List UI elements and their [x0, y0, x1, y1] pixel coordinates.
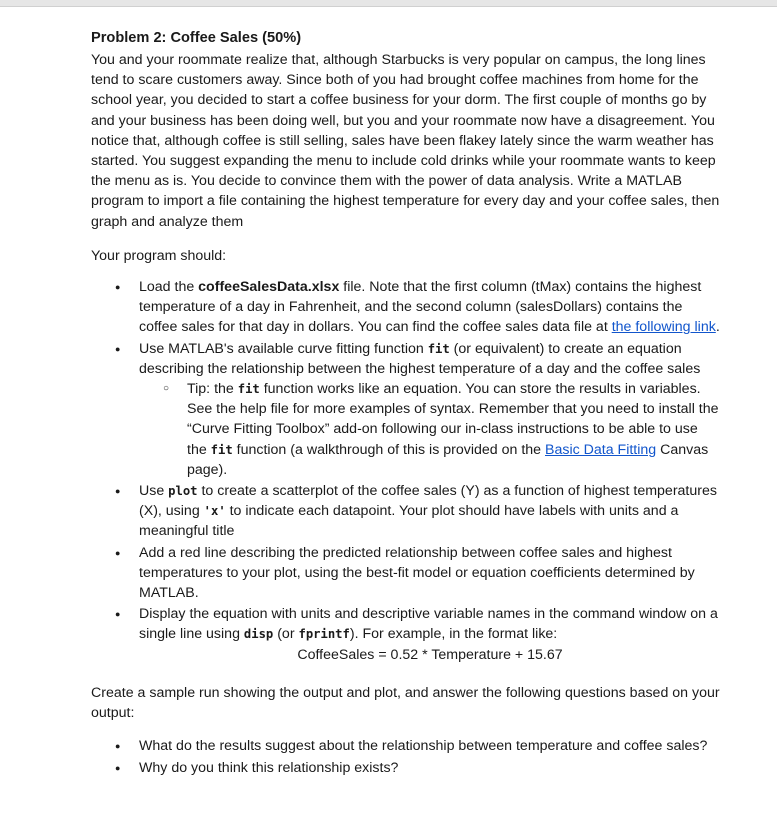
question-item: ● What do the results suggest about the relationship between temperature and coffee sales?: [91, 736, 721, 756]
sample-run-instructions: Create a sample run showing the output and plot, and answer the following questions based on your output:: [91, 684, 720, 722]
document-body: [91, 28, 721, 778]
question-item: ● Why do you think this relationship exists?: [91, 758, 721, 778]
list-item-red-line: ● Add a red line describing the predicted relationship between coffee sales and highest temperatures to your plot, using the best-fit model or equation coefficients determined by MATLAB.: [91, 543, 721, 604]
list-item-scatterplot: ● Use plot to create a scatterplot of the coffee sales (Y) as a function of highest temperatures (X), using 'x' to indicate each datapoint. Your plot should have labels with units and a meaningful title: [91, 481, 721, 542]
questions-list: [91, 736, 721, 777]
intro-paragraph: You and your roommate realize that, although Starbucks is very popular on campus, the long lines tend to scare customers away. Since both of you had brought coffee machines from home for the school year, you decided to start a coffee business for your dorm. The first couple of months go by and your business has been doing well, but you and your roommate now have a disagreement. You notice that, although coffee is still selling, sales have been flakey lately since the warm weather has started. You suggest expanding the menu to include cold drinks while your roommate wants to keep the menu as is. You decide to convince them with the power of data analysis. Write a MATLAB program to import a file containing the highest temperature for every day and your coffee sales, then graph and analyze them: [91, 52, 720, 230]
filename: coffeeSalesData.xlsx: [198, 279, 340, 296]
example-equation: CoffeeSales = 0.52 * Temperature + 15.67: [297, 646, 563, 663]
basic-data-fitting-link[interactable]: Basic Data Fitting: [545, 441, 657, 458]
curve-fit-subitems: [139, 379, 721, 480]
data-file-link[interactable]: the following link: [611, 319, 716, 336]
list-subitem-tip: ○ Tip: the fit function works like an equation. You can store the results in variables. See the help file for more examples of syntax. Remember that you need to install the “Curve Fitting Toolbox” add-on following our in-class instructions to be able to use the fit function (a walkthrough of this is provided on the Basic Data Fitting Canvas page).: [139, 379, 721, 480]
list-item-curve-fit: ● Use MATLAB's available curve fitting function fit (or equivalent) to create an equation describing the relationship between the highest temperature of a day and the coffee sales ○ Tip: the fit function works like an equation. You can store the results in variables. See the help file for more examples of syntax. Remember that you need to install the “Curve Fitting Toolbox” add-on following our in-class instructions to be able to use the fit function (a walkthrough of this is provided on the Basic Data Fitting Canvas page).: [91, 339, 721, 480]
requirements-list: [91, 277, 721, 645]
problem-title: Problem 2: Coffee Sales (50%): [91, 30, 302, 46]
program-should-label: Your program should:: [91, 247, 227, 264]
list-item-load-file: ● Load the coffeeSalesData.xlsx file. Note that the first column (tMax) contains the highest temperature of a day in Fahrenheit, and the second column (salesDollars) contains the coffee sales for that day in dollars. You can find the coffee sales data file at the following link.: [91, 277, 721, 338]
list-item-display-equation: ● Display the equation with units and descriptive variable names in the command window on a single line using disp (or fprintf). For example, in the format like:: [91, 604, 721, 644]
top-bar: [0, 0, 777, 7]
